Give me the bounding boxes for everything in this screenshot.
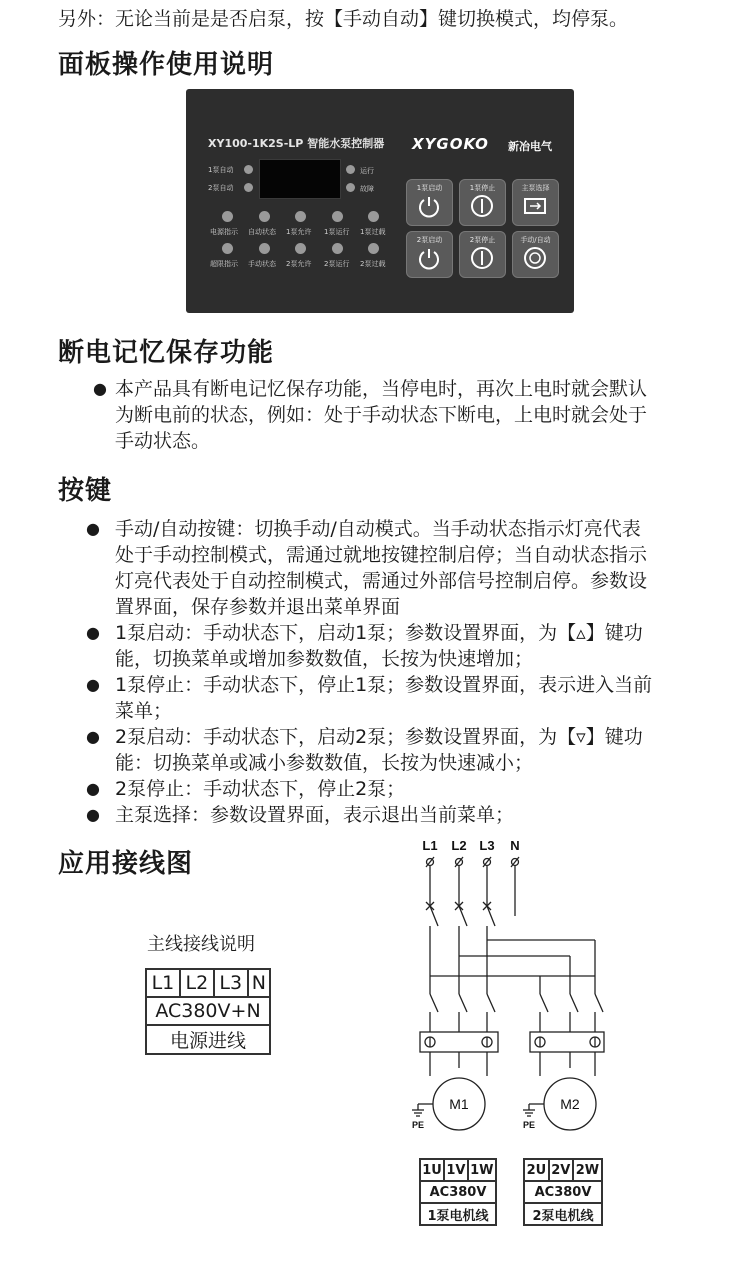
list-item: [86, 724, 716, 776]
memory-list: [93, 376, 713, 454]
stop-icon: [469, 193, 495, 219]
pump2-start-button[interactable]: [406, 231, 453, 278]
wiring-diagram: [400, 836, 620, 1136]
list-item: [86, 672, 716, 724]
memory-line: ● 本产品具有断电记忆保存功能，当停电时，再次上电时就会默认: [115, 378, 648, 400]
intro-text: 另外：无论当前是是否启泵，按【手动自动】键切换模式，均停泵。: [58, 8, 629, 30]
terminal-cell: 1W: [468, 1159, 496, 1181]
motor-label: M2: [560, 1096, 580, 1112]
terminal-cell: L2: [180, 969, 214, 997]
desc-cell: 1泵电机线: [420, 1203, 496, 1225]
status-led: [332, 211, 343, 222]
main-wiring-caption: 主线接线说明: [147, 934, 255, 955]
key-line: ● 1泵停止：手动状态下，停止1泵；参数设置界面，表示进入当前: [115, 674, 653, 696]
line-label: N: [510, 838, 520, 853]
section-title-panel: 面板操作使用说明: [58, 50, 275, 80]
terminal-cell: L3: [214, 969, 248, 997]
line-label: L2: [451, 838, 467, 853]
terminal-cell: N: [248, 969, 270, 997]
panel-model: XY100-1K2S-LP 智能水泵控制器: [208, 137, 385, 150]
main-wiring-table: [145, 968, 271, 1055]
terminal-cell: 2V: [549, 1159, 573, 1181]
terminal-cell: 2U: [524, 1159, 549, 1181]
status-led-label: 手动状态: [248, 260, 276, 268]
list-item: [93, 376, 713, 454]
key-line: ● 2泵启动：手动状态下，启动2泵；参数设置界面，为【▿】键功: [115, 726, 643, 748]
pe-label: PE: [523, 1120, 536, 1130]
section-title-keys: 按键: [58, 476, 113, 506]
pump1-start-button[interactable]: [406, 179, 453, 226]
button-label: 1泵启动: [416, 184, 443, 192]
indicator-label: 运行: [360, 167, 374, 175]
terminal-cell: 1V: [444, 1159, 468, 1181]
memory-line: 手动状态。: [115, 430, 211, 452]
status-led: [295, 243, 306, 254]
key-line: ● 2泵停止：手动状态下，停止2泵；: [115, 778, 406, 800]
key-line: ● 手动/自动按键：切换手动/自动模式。当手动状态指示灯亮代表: [115, 518, 641, 540]
indicator-led: [346, 165, 355, 174]
pump2-stop-button[interactable]: [459, 231, 506, 278]
panel-display: [259, 159, 341, 199]
status-led: [368, 211, 379, 222]
key-line: 处于手动控制模式，需通过就地按键控制启停；当自动状态指示: [115, 544, 648, 566]
indicator-label: 2泵自动: [208, 184, 234, 192]
terminal-cell: L1: [146, 969, 180, 997]
button-label: 手动/自动: [520, 236, 551, 244]
terminal-cell: 1U: [420, 1159, 444, 1181]
button-label: 主泵选择: [521, 184, 550, 192]
terminal-cell: 2W: [573, 1159, 602, 1181]
status-led-label: 2泵允许: [286, 260, 312, 268]
status-led: [295, 211, 306, 222]
key-line: 置界面，保存参数并退出菜单界面: [115, 596, 401, 618]
indicator-label: 故障: [360, 185, 374, 193]
pe-label: PE: [412, 1120, 425, 1130]
section-title-memory: 断电记忆保存功能: [58, 338, 275, 368]
key-line: ● 1泵启动：手动状态下，启动1泵；参数设置界面，为【▵】键功: [115, 622, 643, 644]
section-title-wiring: 应用接线图: [58, 849, 194, 879]
key-line: 能：切换菜单或减小参数数值，长按为快速减小；: [115, 752, 534, 774]
stop-icon: [469, 245, 495, 271]
status-led-label: 超限指示: [210, 260, 238, 268]
button-label: 1泵停止: [469, 184, 496, 192]
panel-brand: XYGOKO: [412, 135, 489, 153]
voltage-cell: AC380V+N: [146, 997, 270, 1025]
status-led-label: 电源指示: [210, 228, 238, 236]
voltage-cell: AC380V: [524, 1181, 602, 1203]
select-icon: [522, 193, 548, 219]
status-led: [259, 243, 270, 254]
status-led-label: 1泵运行: [324, 228, 350, 236]
list-item: [86, 620, 716, 672]
indicator-led: [244, 183, 253, 192]
list-item: [86, 516, 716, 620]
power-icon: [416, 245, 442, 271]
main-pump-select-button[interactable]: [512, 179, 559, 226]
key-line: 能，切换菜单或增加参数数值，长按为快速增加；: [115, 648, 534, 670]
status-led: [259, 211, 270, 222]
desc-cell: 2泵电机线: [524, 1203, 602, 1225]
indicator-label: 1泵自动: [208, 166, 234, 174]
status-led-label: 2泵过载: [360, 260, 386, 268]
memory-line: 为断电前的状态，例如：处于手动状态下断电，上电时就会处于: [115, 404, 648, 426]
status-led: [332, 243, 343, 254]
power-icon: [416, 193, 442, 219]
pump2-wiring-table: [523, 1158, 603, 1226]
mode-icon: [522, 245, 548, 271]
status-led-label: 2泵运行: [324, 260, 350, 268]
pump1-stop-button[interactable]: [459, 179, 506, 226]
key-line: 灯亮代表处于自动控制模式，需通过外部信号控制启停。参数设: [115, 570, 648, 592]
panel-brand-cn: 新冶电气: [508, 140, 552, 153]
status-led: [222, 243, 233, 254]
keys-list: [86, 516, 716, 828]
motor-label: M1: [449, 1096, 469, 1112]
voltage-cell: AC380V: [420, 1181, 496, 1203]
control-panel: [186, 89, 574, 313]
list-item: [86, 776, 716, 802]
button-label: 2泵停止: [469, 236, 496, 244]
indicator-led: [244, 165, 253, 174]
manual-auto-button[interactable]: [512, 231, 559, 278]
line-label: L3: [479, 838, 495, 853]
button-label: 2泵启动: [416, 236, 443, 244]
status-led-label: 1泵过载: [360, 228, 386, 236]
indicator-led: [346, 183, 355, 192]
status-led-label: 1泵允许: [286, 228, 312, 236]
line-label: L1: [422, 838, 438, 853]
key-line: 菜单；: [115, 700, 173, 722]
desc-cell: 电源进线: [146, 1025, 270, 1054]
status-led-label: 自动状态: [248, 228, 276, 236]
pump1-wiring-table: [419, 1158, 497, 1226]
list-item: [86, 802, 716, 828]
status-led: [368, 243, 379, 254]
key-line: ● 主泵选择：参数设置界面，表示退出当前菜单；: [115, 804, 515, 826]
status-led: [222, 211, 233, 222]
